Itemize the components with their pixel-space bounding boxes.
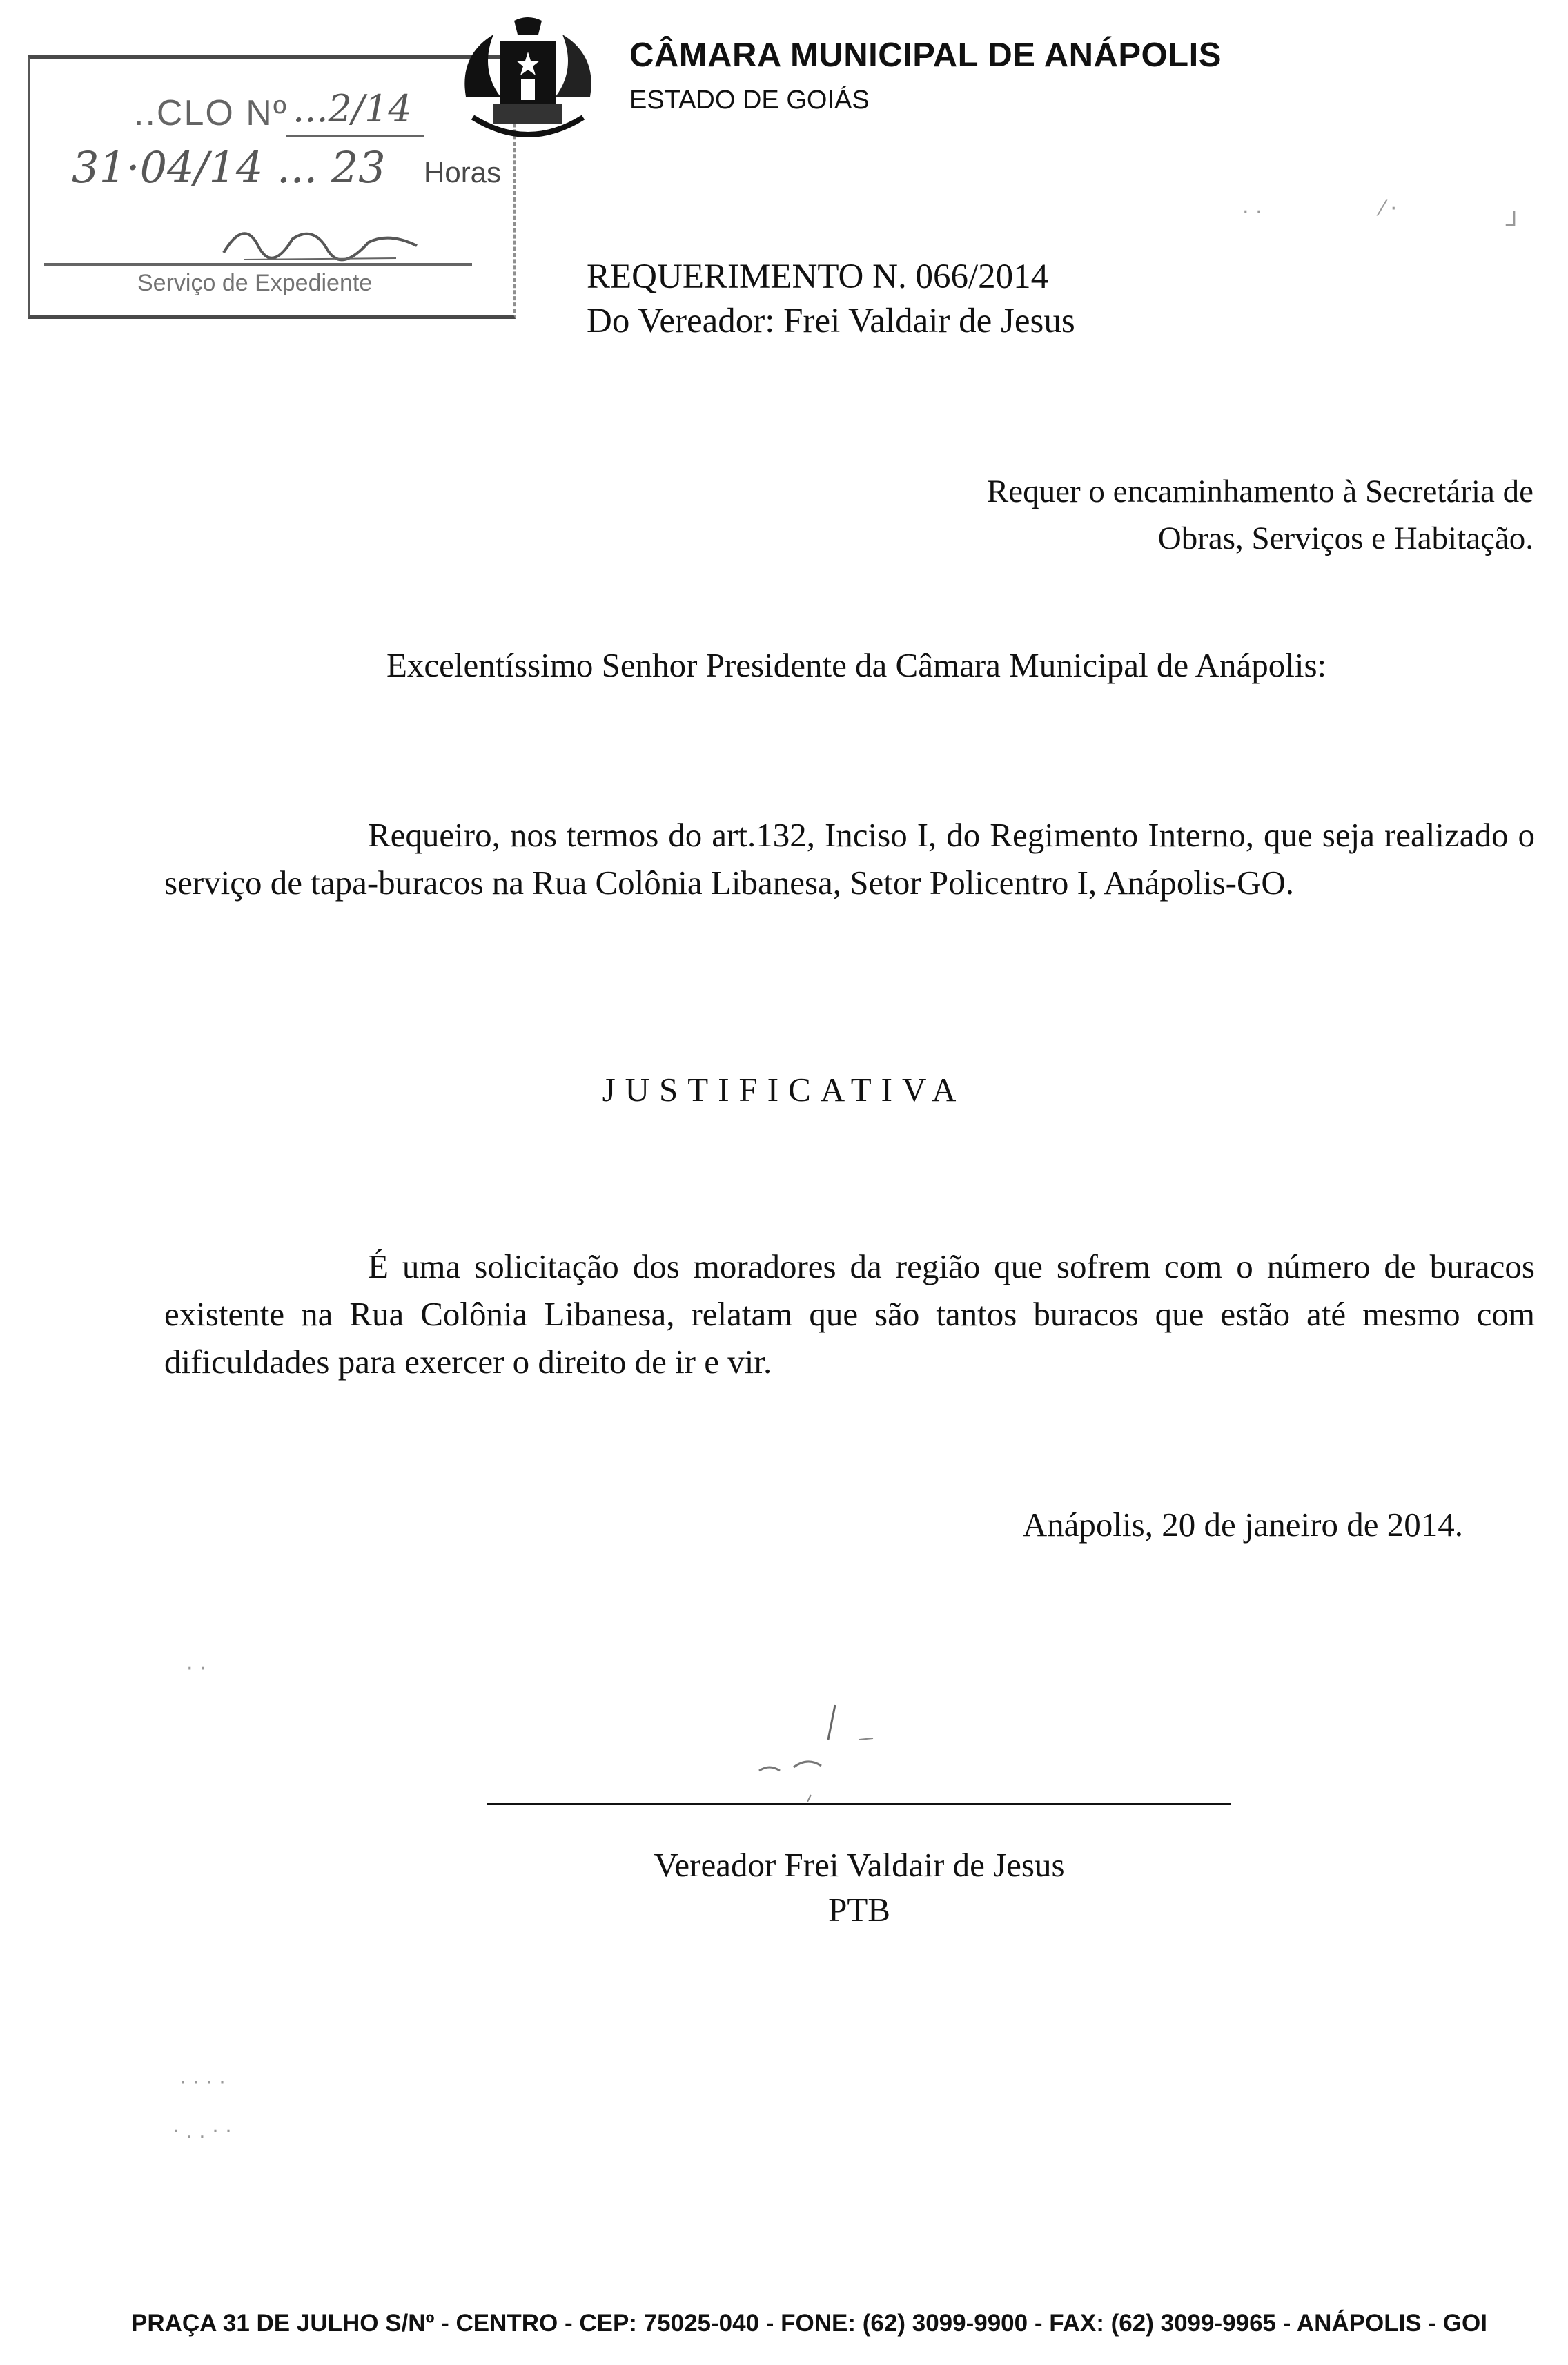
justification-paragraph: É uma solicitação dos moradores da região que sofrem com o número de buracos existente na Rua Colônia Libanesa, relatam que são tantos buracos que estão até mesmo com dificuldades para exercer o direito de ir e vir. bbox=[164, 1247, 1535, 1381]
justification-title: JUSTIFICATIVA bbox=[602, 1071, 966, 1109]
requirement-summary bbox=[987, 468, 1533, 562]
scan-speck: ⁄ · bbox=[1380, 197, 1398, 221]
scan-speck: ᒧ bbox=[1505, 207, 1518, 231]
institution-title: CÂMARA MUNICIPAL DE ANÁPOLIS bbox=[629, 37, 1222, 74]
state-subtitle: ESTADO DE GOIÁS bbox=[629, 86, 870, 115]
salutation: Excelentíssimo Senhor Presidente da Câmara Municipal de Anápolis: bbox=[386, 646, 1327, 684]
scan-speck: · · bbox=[1242, 200, 1262, 224]
footer-address: PRAÇA 31 DE JULHO S/Nº - CENTRO - CEP: 75025-040 - FONE: (62) 3099-9900 - FAX: (62) 3099-9965 - ANÁPOLIS - GOI bbox=[131, 2310, 1487, 2337]
scan-speck: · · · · bbox=[179, 2071, 226, 2095]
requirement-author: Do Vereador: Frei Valdair de Jesus bbox=[587, 302, 1075, 340]
coat-of-arms-icon bbox=[452, 14, 604, 166]
signer-party: PTB bbox=[828, 1891, 890, 1929]
stamp-protocol-label: ..CLO Nº bbox=[134, 93, 288, 133]
signature-line bbox=[487, 1803, 1231, 1805]
summary-line: Obras, Serviços e Habitação. bbox=[1157, 520, 1533, 556]
document-date: Anápolis, 20 de janeiro de 2014. bbox=[1022, 1506, 1463, 1544]
signer-name: Vereador Frei Valdair de Jesus bbox=[654, 1846, 1065, 1884]
stamp-divider bbox=[286, 135, 424, 137]
request-paragraph: Requeiro, nos termos do art.132, Inciso I, do Regimento Interno, que seja realizado o serviço de tapa-buracos na Rua Colônia Libanesa, Setor Policentro I, Anápolis-GO. bbox=[164, 816, 1535, 902]
requirement-number: REQUERIMENTO N. 066/2014 bbox=[587, 257, 1049, 296]
stamp-service-label: Serviço de Expediente bbox=[137, 270, 373, 296]
stamp-signature bbox=[217, 211, 424, 266]
scan-speck: · . . · · bbox=[173, 2119, 232, 2143]
handwritten-signature bbox=[745, 1698, 883, 1802]
stamp-hours-label: Horas bbox=[424, 156, 502, 188]
protocol-stamp bbox=[28, 55, 516, 319]
stamp-protocol-number: ...2/14 bbox=[293, 87, 412, 130]
stamp-time-handwriting: 31·04/14 ... 23 bbox=[72, 142, 386, 193]
scan-speck: · · bbox=[186, 1657, 206, 1681]
summary-line: Requer o encaminhamento à Secretária de bbox=[986, 474, 1533, 509]
